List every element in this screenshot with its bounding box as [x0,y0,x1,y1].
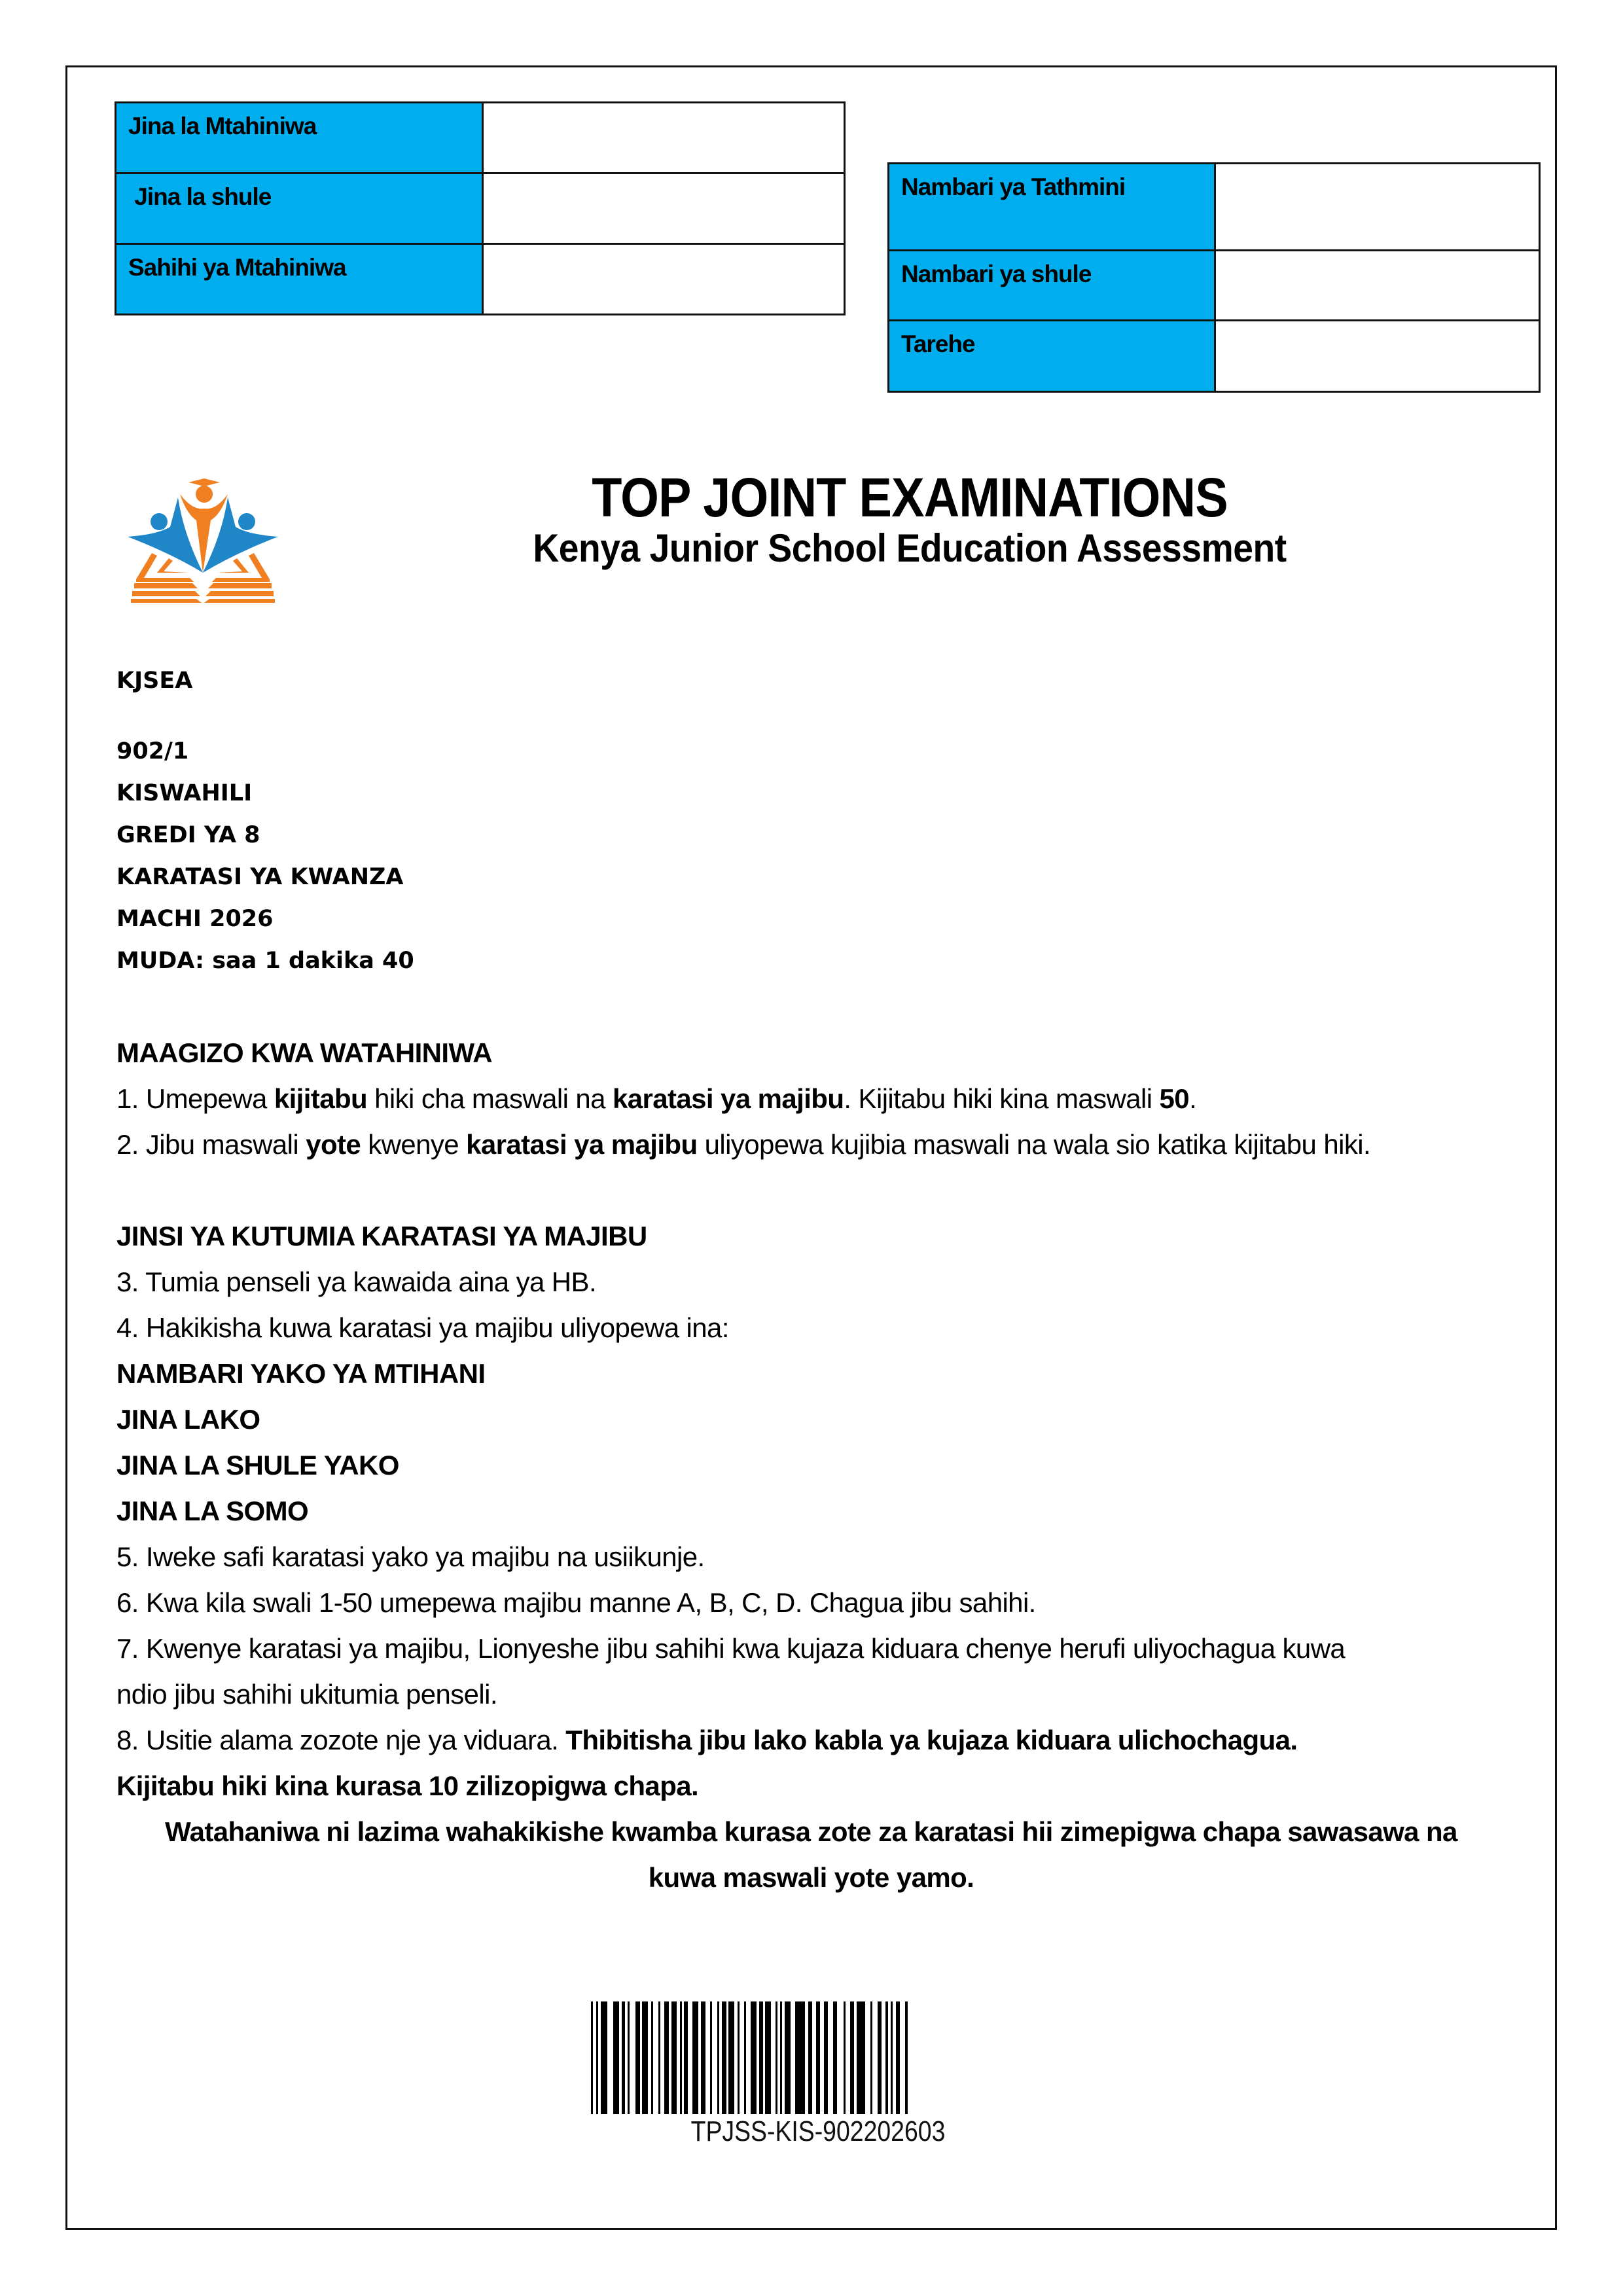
text: . Kijitabu hiki kina maswali [844,1083,1160,1114]
assessment-number-label: Nambari ya Tathmini [889,164,1215,251]
instruction-item-7-cont: ndio jibu sahihi ukitumia penseli. [116,1679,497,1710]
text: 1. Umepewa [116,1083,274,1114]
emphasis: yote [306,1129,361,1160]
school-number-field[interactable] [1215,251,1540,321]
instruction-item-4: 4. Hakikisha kuwa karatasi ya majibu uliyopewa ina: [116,1312,729,1343]
table-row [116,103,845,173]
duration: MUDA: saa 1 dakika 40 [116,948,414,974]
text: 2. Jibu maswali [116,1129,306,1160]
checklist-item: JINA LAKO [116,1404,260,1435]
candidate-info-table [115,101,846,315]
text: uliyopewa kujibia maswali na wala sio katika kijitabu hiki. [697,1129,1371,1160]
assessment-info-table [887,162,1541,393]
table-row [889,321,1540,392]
instruction-item-5: 5. Iweke safi karatasi yako ya majibu na usiikunje. [116,1541,705,1572]
table-row [116,173,845,244]
exam-code: KJSEA [116,668,193,694]
table-row [889,164,1540,251]
emphasis: 50 [1159,1083,1190,1114]
instruction-item-8 [116,1725,1298,1756]
school-number-label: Nambari ya shule [889,251,1215,321]
warning-line-2: kuwa maswali yote yamo. [648,1862,974,1893]
checklist-item: JINA LA SOMO [116,1496,309,1526]
instruction-item-7: 7. Kwenye karatasi ya majibu, Lionyeshe jibu sahihi kwa kujaza kiduara chenye herufi uliyochagua kuwa [116,1633,1346,1664]
candidate-name-field[interactable] [483,103,845,173]
instruction-item-6: 6. Kwa kila swali 1-50 umepewa majibu manne A, B, C, D. Chagua jibu sahihi. [116,1587,1036,1618]
candidate-name-label: Jina la Mtahiniwa [116,103,483,173]
candidate-signature-field[interactable] [483,244,845,315]
checklist-item: JINA LA SHULE YAKO [116,1450,399,1480]
warning-line-1: Watahaniwa ni lazima wahakikishe kwamba kurasa zote za karatasi hii zimepigwa chapa sawasawa na [165,1816,1457,1847]
text: hiki cha maswali na [367,1083,613,1114]
school-name-label: Jina la shule [116,173,483,244]
barcode-text: TPJSS-KIS-902202603 [690,2115,946,2147]
assessment-number-field[interactable] [1215,164,1540,251]
page-subtitle: Kenya Junior School Education Assessment [533,526,1287,570]
table-row [116,244,845,315]
emphasis: karatasi ya majibu [613,1083,844,1114]
education-logo-icon [118,475,288,605]
instruction-item-2 [116,1129,1370,1160]
emphasis: karatasi ya majibu [466,1129,698,1160]
table-row [889,251,1540,321]
emphasis: Thibitisha jibu lako kabla ya kujaza kiduara ulichochagua. [565,1725,1298,1755]
instructions-heading: MAAGIZO KWA WATAHINIWA [116,1037,492,1068]
emphasis: kijitabu [274,1083,368,1114]
paper-number: 902/1 [116,738,189,764]
exam-date: MACHI 2026 [116,906,274,932]
checklist-item: NAMBARI YAKO YA MTIHANI [116,1358,486,1389]
paper-name: KARATASI YA KWANZA [116,864,404,890]
candidate-signature-label: Sahihi ya Mtahiniwa [116,244,483,315]
pages-note: Kijitabu hiki kina kurasa 10 zilizopigwa chapa. [116,1770,699,1801]
answer-sheet-heading: JINSI YA KUTUMIA KARATASI YA MAJIBU [116,1221,647,1251]
text: kwenye [361,1129,467,1160]
title-block [393,468,1427,570]
barcode-icon [591,2001,908,2114]
text: 8. Usitie alama zozote nje ya viduara. [116,1725,566,1755]
text: . [1189,1083,1197,1114]
subject: KISWAHILI [116,780,253,806]
instruction-item-1 [116,1083,1196,1115]
grade: GREDI YA 8 [116,822,260,848]
school-name-field[interactable] [483,173,845,244]
instruction-item-3: 3. Tumia penseli ya kawaida aina ya HB. [116,1266,597,1297]
date-label: Tarehe [889,321,1215,392]
date-field[interactable] [1215,321,1540,392]
page-title: TOP JOINT EXAMINATIONS [592,467,1228,528]
